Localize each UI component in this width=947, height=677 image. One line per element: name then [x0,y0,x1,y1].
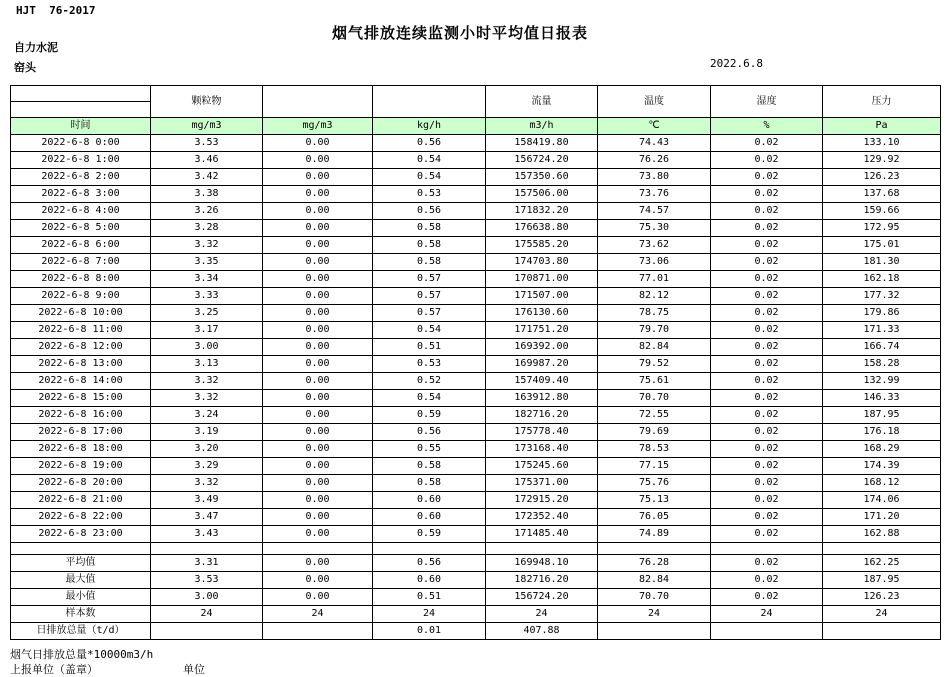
value-cell: 0.54 [373,169,486,186]
value-cell: 3.20 [151,441,263,458]
value-cell: 24 [823,606,941,623]
value-cell: 70.70 [598,390,711,407]
value-cell: 3.34 [151,271,263,288]
row-label-cell: 样本数 [11,606,151,623]
value-cell: 0.00 [263,203,373,220]
value-cell: 0.00 [263,339,373,356]
data-row [11,305,941,322]
value-cell: 0.00 [263,526,373,543]
row-label-cell: 2022-6-8 7:00 [11,254,151,271]
value-cell: 171832.20 [486,203,598,220]
table-body [11,135,941,640]
value-cell: 0.02 [711,526,823,543]
value-cell: 0.56 [373,203,486,220]
value-cell: 187.95 [823,572,941,589]
value-cell: 3.32 [151,237,263,254]
value-cell: 181.30 [823,254,941,271]
value-cell: 0.00 [263,254,373,271]
value-cell: 158419.80 [486,135,598,152]
unit-label: 单位 [183,663,205,676]
value-cell: 75.76 [598,475,711,492]
value-cell: 175371.00 [486,475,598,492]
row-label-cell: 2022-6-8 2:00 [11,169,151,186]
value-cell: 0.00 [263,373,373,390]
row-label-cell: 2022-6-8 14:00 [11,373,151,390]
row-label-cell: 2022-6-8 16:00 [11,407,151,424]
value-cell: 0.00 [263,237,373,254]
value-cell: 0.00 [263,458,373,475]
report-date: 2022.6.8 [710,57,763,70]
value-cell: 0.56 [373,424,486,441]
row-label-cell: 2022-6-8 10:00 [11,305,151,322]
value-cell: 3.53 [151,572,263,589]
value-cell: 0.51 [373,589,486,606]
row-label-cell: 日排放总量（t/d） [11,623,151,640]
row-label-cell: 2022-6-8 4:00 [11,203,151,220]
value-cell: 407.88 [486,623,598,640]
value-cell: 0.02 [711,572,823,589]
value-cell: 70.70 [598,589,711,606]
value-cell: 0.00 [263,509,373,526]
value-cell: 171485.40 [486,526,598,543]
value-cell: 177.32 [823,288,941,305]
data-row [11,186,941,203]
unit-cell: mg/m3 [151,118,263,135]
value-cell: 0.00 [263,492,373,509]
col-group-blank-1 [263,86,373,118]
value-cell: 170871.00 [486,271,598,288]
value-cell: 3.33 [151,288,263,305]
value-cell: 0.58 [373,475,486,492]
value-cell: 82.84 [598,339,711,356]
value-cell: 0.02 [711,492,823,509]
row-label-cell: 2022-6-8 21:00 [11,492,151,509]
value-cell: 169392.00 [486,339,598,356]
value-cell: 0.00 [263,441,373,458]
value-cell: 166.74 [823,339,941,356]
value-cell: 73.80 [598,169,711,186]
value-cell: 0.00 [263,407,373,424]
data-row [11,509,941,526]
row-label-cell: 2022-6-8 22:00 [11,509,151,526]
value-cell: 0.02 [711,220,823,237]
row-label-cell: 2022-6-8 20:00 [11,475,151,492]
data-row [11,271,941,288]
value-cell: 176.18 [823,424,941,441]
value-cell: 79.69 [598,424,711,441]
value-cell: 129.92 [823,152,941,169]
value-cell: 3.25 [151,305,263,322]
value-cell: 0.02 [711,169,823,186]
value-cell: 174.39 [823,458,941,475]
value-cell: 3.00 [151,589,263,606]
value-cell: 173168.40 [486,441,598,458]
row-label-cell: 2022-6-8 12:00 [11,339,151,356]
value-cell: 0.59 [373,407,486,424]
value-cell: 182716.20 [486,407,598,424]
row-label-cell: 2022-6-8 19:00 [11,458,151,475]
value-cell: 171507.00 [486,288,598,305]
value-cell: 3.24 [151,407,263,424]
data-row [11,322,941,339]
value-cell: 0.59 [373,526,486,543]
value-cell: 0.56 [373,135,486,152]
value-cell: 3.26 [151,203,263,220]
value-cell: 132.99 [823,373,941,390]
value-cell: 146.33 [823,390,941,407]
value-cell: 168.29 [823,441,941,458]
value-cell: 157506.00 [486,186,598,203]
value-cell: 3.17 [151,322,263,339]
data-row [11,390,941,407]
value-cell: 0.02 [711,254,823,271]
value-cell: 0.52 [373,373,486,390]
value-cell: 75.30 [598,220,711,237]
value-cell: 156724.20 [486,152,598,169]
value-cell: 126.23 [823,169,941,186]
value-cell [373,543,486,555]
value-cell: 3.19 [151,424,263,441]
value-cell: 0.58 [373,254,486,271]
value-cell: 157409.40 [486,373,598,390]
value-cell: 0.00 [263,169,373,186]
value-cell: 0.02 [711,475,823,492]
value-cell: 0.00 [263,572,373,589]
value-cell: 0.02 [711,305,823,322]
value-cell: 3.43 [151,526,263,543]
summary-row [11,589,941,606]
value-cell: 3.46 [151,152,263,169]
value-cell [151,623,263,640]
value-cell: 24 [711,606,823,623]
row-label-cell: 2022-6-8 5:00 [11,220,151,237]
value-cell: 126.23 [823,589,941,606]
value-cell: 0.02 [711,373,823,390]
value-cell: 0.02 [711,237,823,254]
value-cell: 175245.60 [486,458,598,475]
value-cell: 73.06 [598,254,711,271]
col-group-pressure: 压力 [823,86,941,118]
value-cell: 76.28 [598,555,711,572]
col-group-temperature: 温度 [598,86,711,118]
value-cell: 0.02 [711,271,823,288]
value-cell: 162.88 [823,526,941,543]
value-cell [263,543,373,555]
value-cell: 0.54 [373,152,486,169]
summary-row [11,606,941,623]
value-cell: 158.28 [823,356,941,373]
value-cell: 0.00 [263,271,373,288]
value-cell: 0.58 [373,220,486,237]
value-cell: 0.02 [711,322,823,339]
row-label-cell: 2022-6-8 23:00 [11,526,151,543]
row-label-cell: 最大值 [11,572,151,589]
summary-row [11,572,941,589]
value-cell: 3.00 [151,339,263,356]
value-cell: 169948.10 [486,555,598,572]
value-cell: 79.52 [598,356,711,373]
value-cell: 24 [486,606,598,623]
data-row [11,492,941,509]
value-cell [711,543,823,555]
value-cell: 24 [598,606,711,623]
value-cell: 0.02 [711,390,823,407]
value-cell [263,623,373,640]
col-group-blank-2 [373,86,486,118]
value-cell: 0.00 [263,322,373,339]
value-cell: 175.01 [823,237,941,254]
row-label-cell: 2022-6-8 9:00 [11,288,151,305]
row-label-cell: 2022-6-8 13:00 [11,356,151,373]
value-cell: 3.31 [151,555,263,572]
value-cell: 0.58 [373,458,486,475]
value-cell: 174703.80 [486,254,598,271]
value-cell: 0.02 [711,356,823,373]
value-cell: 171751.20 [486,322,598,339]
value-cell: 172.95 [823,220,941,237]
value-cell: 0.02 [711,152,823,169]
value-cell: 156724.20 [486,589,598,606]
value-cell: 187.95 [823,407,941,424]
value-cell: 0.02 [711,135,823,152]
value-cell: 0.54 [373,322,486,339]
value-cell: 0.02 [711,458,823,475]
value-cell [598,543,711,555]
value-cell: 0.02 [711,589,823,606]
value-cell [598,623,711,640]
data-row [11,203,941,220]
value-cell: 0.02 [711,509,823,526]
data-row [11,237,941,254]
value-cell: 168.12 [823,475,941,492]
value-cell: 163912.80 [486,390,598,407]
value-cell: 3.29 [151,458,263,475]
row-label-cell: 2022-6-8 6:00 [11,237,151,254]
unit-cell: Pa [823,118,941,135]
value-cell: 74.89 [598,526,711,543]
row-label-cell: 最小值 [11,589,151,606]
value-cell: 0.00 [263,135,373,152]
value-cell: 175778.40 [486,424,598,441]
data-row [11,424,941,441]
value-cell: 0.57 [373,271,486,288]
data-row [11,458,941,475]
value-cell: 3.49 [151,492,263,509]
company-name: 自力水泥 [14,41,58,54]
unit-cell: % [711,118,823,135]
monitoring-table [10,85,941,640]
value-cell: 79.70 [598,322,711,339]
value-cell: 0.02 [711,339,823,356]
value-cell: 0.00 [263,424,373,441]
row-label-cell: 平均值 [11,555,151,572]
value-cell: 0.54 [373,390,486,407]
unit-cell: ℃ [598,118,711,135]
value-cell: 24 [263,606,373,623]
spacer-row [11,543,941,555]
data-row [11,356,941,373]
data-row [11,441,941,458]
value-cell: 0.57 [373,288,486,305]
value-cell: 0.02 [711,424,823,441]
value-cell: 0.00 [263,288,373,305]
unit-cell: mg/m3 [263,118,373,135]
value-cell: 0.00 [263,356,373,373]
value-cell: 76.26 [598,152,711,169]
value-cell: 0.02 [711,555,823,572]
value-cell: 176130.60 [486,305,598,322]
value-cell: 3.32 [151,390,263,407]
value-cell: 137.68 [823,186,941,203]
row-label-cell: 2022-6-8 18:00 [11,441,151,458]
value-cell: 3.53 [151,135,263,152]
group-header-row [11,86,941,102]
value-cell [711,623,823,640]
value-cell: 157350.60 [486,169,598,186]
station-name: 窑头 [14,61,36,74]
value-cell: 172352.40 [486,509,598,526]
row-label-cell: 2022-6-8 0:00 [11,135,151,152]
data-row [11,475,941,492]
value-cell: 3.32 [151,475,263,492]
value-cell: 0.51 [373,339,486,356]
value-cell: 0.00 [263,220,373,237]
page-title: 烟气排放连续监测小时平均值日报表 [331,24,588,42]
value-cell: 174.06 [823,492,941,509]
value-cell: 0.57 [373,305,486,322]
value-cell: 171.20 [823,509,941,526]
value-cell: 0.53 [373,356,486,373]
summary-row [11,623,941,640]
value-cell: 74.43 [598,135,711,152]
col-group-particulate: 颗粒物 [151,86,263,118]
value-cell: 76.05 [598,509,711,526]
value-cell: 3.42 [151,169,263,186]
value-cell: 0.53 [373,186,486,203]
value-cell: 162.18 [823,271,941,288]
data-row [11,373,941,390]
value-cell: 24 [151,606,263,623]
col-group-flow: 流量 [486,86,598,118]
value-cell: 0.02 [711,288,823,305]
value-cell: 0.60 [373,492,486,509]
data-row [11,288,941,305]
value-cell: 24 [373,606,486,623]
value-cell: 3.38 [151,186,263,203]
value-cell: 0.56 [373,555,486,572]
value-cell: 77.01 [598,271,711,288]
value-cell [486,543,598,555]
value-cell: 176638.80 [486,220,598,237]
col-group-humidity: 湿度 [711,86,823,118]
value-cell: 0.02 [711,186,823,203]
value-cell: 82.12 [598,288,711,305]
value-cell: 0.58 [373,237,486,254]
data-row [11,254,941,271]
value-cell: 73.62 [598,237,711,254]
value-cell: 0.00 [263,305,373,322]
value-cell: 0.00 [263,390,373,407]
value-cell: 72.55 [598,407,711,424]
data-row [11,220,941,237]
data-row [11,339,941,356]
row-label-cell: 2022-6-8 15:00 [11,390,151,407]
value-cell: 159.66 [823,203,941,220]
value-cell: 162.25 [823,555,941,572]
value-cell: 172915.20 [486,492,598,509]
value-cell: 0.01 [373,623,486,640]
unit-cell: m3/h [486,118,598,135]
value-cell: 175585.20 [486,237,598,254]
value-cell: 0.02 [711,203,823,220]
value-cell: 3.28 [151,220,263,237]
value-cell: 0.02 [711,441,823,458]
data-row [11,135,941,152]
value-cell: 73.76 [598,186,711,203]
row-label-cell: 2022-6-8 8:00 [11,271,151,288]
value-cell [823,623,941,640]
data-row [11,169,941,186]
value-cell: 0.00 [263,589,373,606]
data-row [11,407,941,424]
report-unit-label: 上报单位（盖章） [10,663,98,676]
value-cell: 169987.20 [486,356,598,373]
time-column-header: 时间 [11,118,151,135]
unit-cell: kg/h [373,118,486,135]
value-cell: 75.61 [598,373,711,390]
value-cell: 75.13 [598,492,711,509]
value-cell: 0.60 [373,509,486,526]
footer-note: 烟气日排放总量*10000m3/h [10,648,154,661]
standard-code: HJT 76-2017 [16,4,96,17]
value-cell [823,543,941,555]
value-cell: 3.32 [151,373,263,390]
data-row [11,152,941,169]
data-row [11,526,941,543]
value-cell: 74.57 [598,203,711,220]
row-label-cell: 2022-6-8 1:00 [11,152,151,169]
value-cell: 0.02 [711,407,823,424]
row-label-cell: 2022-6-8 17:00 [11,424,151,441]
row-label-cell: 2022-6-8 3:00 [11,186,151,203]
value-cell: 77.15 [598,458,711,475]
value-cell: 0.00 [263,555,373,572]
value-cell: 78.75 [598,305,711,322]
value-cell: 3.47 [151,509,263,526]
value-cell: 0.00 [263,186,373,203]
unit-header-row [11,118,941,135]
value-cell [151,543,263,555]
summary-row [11,555,941,572]
value-cell: 3.13 [151,356,263,373]
value-cell: 171.33 [823,322,941,339]
value-cell: 78.53 [598,441,711,458]
value-cell: 0.00 [263,152,373,169]
value-cell: 0.55 [373,441,486,458]
value-cell: 182716.20 [486,572,598,589]
empty-header-cell [11,102,151,118]
value-cell: 133.10 [823,135,941,152]
value-cell: 0.60 [373,572,486,589]
value-cell: 179.86 [823,305,941,322]
value-cell: 0.00 [263,475,373,492]
value-cell: 82.84 [598,572,711,589]
empty-header-cell [11,86,151,102]
row-label-cell: 2022-6-8 11:00 [11,322,151,339]
value-cell: 3.35 [151,254,263,271]
row-label-cell [11,543,151,555]
